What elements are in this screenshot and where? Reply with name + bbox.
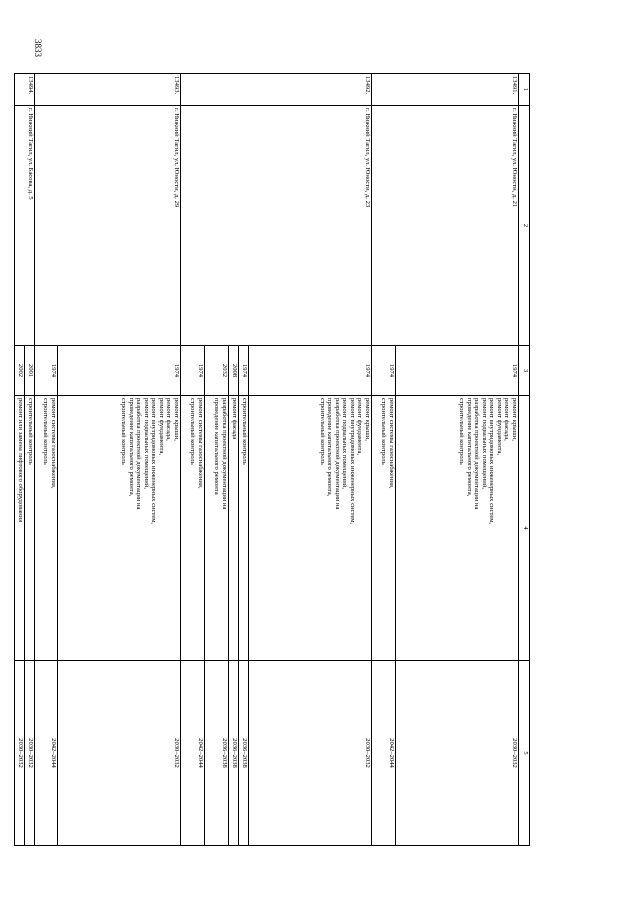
table-rotator bbox=[17, 73, 530, 845]
works-cell: ремонт крыши, ремонт фасада, ремонт фундамента, ремонт внутридомовых инженерных систем, ремонт подвальных помещений, разработка проектной документации на проведение капитального ремонта, строительный контроль bbox=[396, 396, 519, 661]
year-cell: 2032 bbox=[205, 346, 229, 396]
header-col-1: 1 bbox=[519, 74, 530, 106]
row-number: 13491. bbox=[372, 74, 519, 106]
works-cell: разработка проектной документации на проведение капитального ремонта bbox=[205, 396, 229, 661]
year-cell: 1974 bbox=[58, 346, 181, 396]
table-row bbox=[396, 74, 519, 846]
period-cell: 2036–2038 bbox=[239, 661, 249, 846]
period-cell: 2036–2038 bbox=[205, 661, 229, 846]
year-cell: 2002 bbox=[15, 346, 25, 396]
period-cell: 2042–2044 bbox=[181, 661, 205, 846]
period-cell: 2030–2032 bbox=[249, 661, 372, 846]
year-cell: 1974 bbox=[181, 346, 205, 396]
period-cell: 2042–2044 bbox=[35, 661, 58, 846]
header-row bbox=[519, 74, 530, 846]
year-cell: 1974 bbox=[396, 346, 519, 396]
works-cell: строительный контроль bbox=[25, 396, 35, 661]
works-cell: ремонт системы газоснабжения, строительный контроль bbox=[181, 396, 205, 661]
row-number: 13493. bbox=[35, 74, 181, 106]
address-cell: г. Нижний Тагил, ул. Юности, д. 29 bbox=[35, 106, 181, 346]
period-cell: 2030–2032 bbox=[396, 661, 519, 846]
period-cell: 2036–2038 bbox=[229, 661, 239, 846]
row-number: 13494. bbox=[15, 74, 35, 106]
address-cell: г. Нижний Тагил, ул. Юности, д. 21 bbox=[372, 106, 519, 346]
period-cell: 2030–2032 bbox=[58, 661, 181, 846]
year-cell: 1974 bbox=[249, 346, 372, 396]
row-number: 13492. bbox=[181, 74, 372, 106]
table-row bbox=[25, 74, 35, 846]
header-col-5: 5 bbox=[519, 661, 530, 846]
address-cell: г. Нижний Тагил, ул. Юности, д. 23 bbox=[181, 106, 372, 346]
repair-schedule-table bbox=[14, 73, 530, 846]
works-cell: строительный контроль bbox=[239, 396, 249, 661]
table-sheet bbox=[17, 73, 530, 845]
works-cell: ремонт системы газоснабжения, строительный контроль bbox=[372, 396, 396, 661]
works-cell: ремонт фасада bbox=[229, 396, 239, 661]
period-cell: 2030–2032 bbox=[15, 661, 25, 846]
table-row bbox=[58, 74, 181, 846]
works-cell: ремонт системы газоснабжения, строительный контроль bbox=[35, 396, 58, 661]
table-row bbox=[249, 74, 372, 846]
year-cell: 2001 bbox=[25, 346, 35, 396]
year-cell: 1974 bbox=[35, 346, 58, 396]
page-number: 3833 bbox=[33, 39, 43, 57]
header-col-3: 3 bbox=[519, 346, 530, 396]
year-cell: 2008 bbox=[229, 346, 239, 396]
works-cell: ремонт или замена лифтового оборудования bbox=[15, 396, 25, 661]
year-cell: 1974 bbox=[239, 346, 249, 396]
header-col-2: 2 bbox=[519, 106, 530, 346]
header-col-4: 4 bbox=[519, 396, 530, 661]
period-cell: 2030–2032 bbox=[25, 661, 35, 846]
period-cell: 2042–2044 bbox=[372, 661, 396, 846]
year-cell: 1974 bbox=[372, 346, 396, 396]
works-cell: ремонт крыши, ремонт фасада, ремонт фундамента, ремонт внутридомовых инженерных систем, ремонт подвальных помещений, разработка проектной документации на проведение капитального ремонта, строительный контроль bbox=[58, 396, 181, 661]
works-cell: ремонт крыши, ремонт фундамента, ремонт внутридомовых инженерных систем, ремонт подвальных помещений, разработка проектной документации на проведение капитального ремонта, строительный контроль bbox=[249, 396, 372, 661]
address-cell: г. Нижний Тагил, ул. Басова, д. 5 bbox=[15, 106, 35, 346]
